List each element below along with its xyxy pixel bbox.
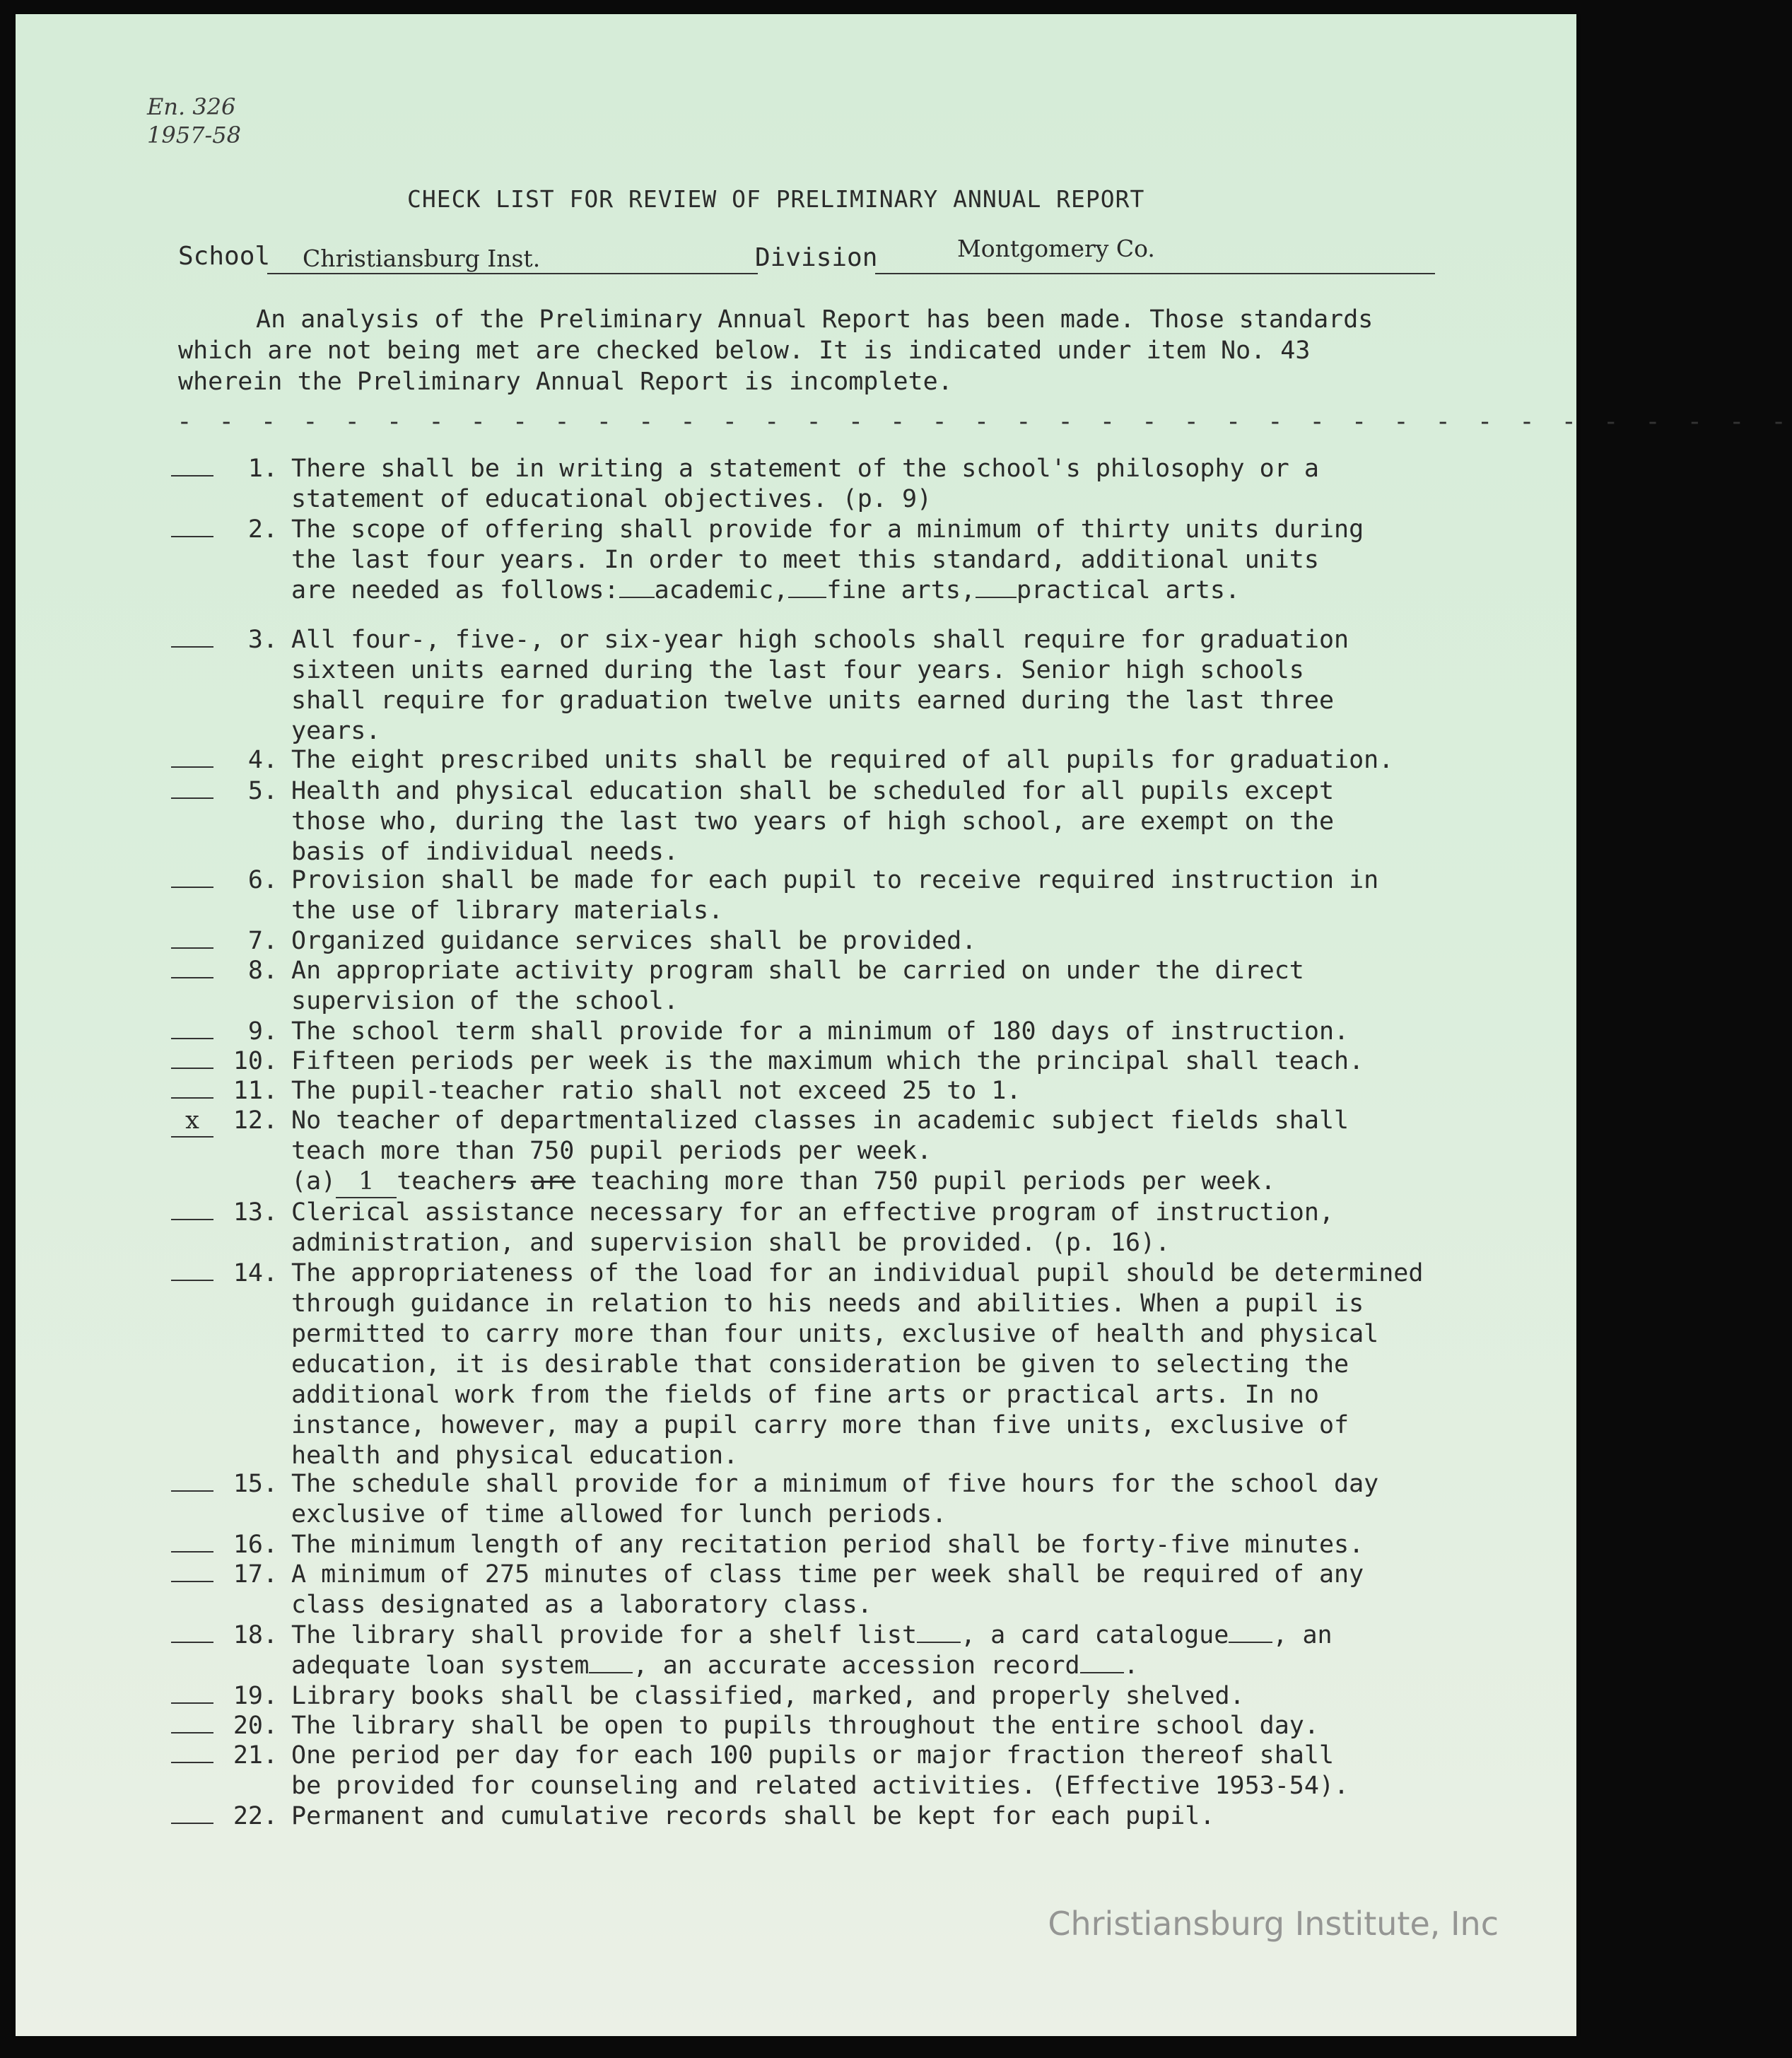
- item-number: 9.: [247, 1017, 279, 1046]
- checklist-item: [171, 1017, 1349, 1047]
- units-needed-line: [291, 575, 1364, 606]
- item-text: Health and physical education shall be scheduled for all pupils except: [291, 777, 1335, 805]
- checklist-item: [171, 1198, 1335, 1257]
- academic-blank[interactable]: [619, 597, 655, 598]
- item-text: adequate loan system: [291, 1651, 590, 1680]
- intro-line: which are not being met are checked below. It is indicated under item No. 43: [178, 337, 1311, 365]
- item-text: the use of library materials.: [291, 896, 724, 925]
- item-text: The library shall provide for a shelf list: [291, 1621, 918, 1649]
- practical-arts-blank[interactable]: [976, 597, 1017, 598]
- item-number: 22.: [233, 1802, 279, 1830]
- item-number: 1.: [247, 455, 279, 483]
- item-text: The eight prescribed units shall be required of all pupils for graduation.: [291, 746, 1394, 774]
- check-blank[interactable]: [171, 977, 213, 978]
- checklist-item: [171, 1258, 1424, 1470]
- checklist-item: [171, 1106, 1349, 1195]
- item-text: Organized guidance services shall be provided.: [291, 927, 977, 955]
- library-provisions-line1: [291, 1620, 1333, 1651]
- item-text: Fifteen periods per week is the maximum which the principal shall teach.: [291, 1047, 1364, 1075]
- checklist-item: [171, 1741, 1349, 1800]
- item-text: Clerical assistance necessary for an effective program of instruction,: [291, 1198, 1335, 1227]
- item-text: exclusive of time allowed for lunch periods.: [291, 1500, 947, 1528]
- checklist-item: [171, 1681, 1245, 1712]
- accession-record-blank[interactable]: [1080, 1672, 1124, 1673]
- check-blank[interactable]: x: [171, 1106, 213, 1138]
- item-text: A minimum of 275 minutes of class time per week shall be required of any: [291, 1560, 1364, 1589]
- item-text: There shall be in writing a statement of the school's philosophy or a: [291, 455, 1319, 483]
- fine-arts-blank[interactable]: [788, 597, 826, 598]
- check-blank[interactable]: [171, 1642, 213, 1643]
- item-text: Provision shall be made for each pupil to receive required instruction in: [291, 866, 1379, 894]
- item-text: class designated as a laboratory class.: [291, 1591, 872, 1619]
- item-number: 11.: [233, 1077, 279, 1105]
- intro-line: An analysis of the Preliminary Annual Report has been made. Those standards: [256, 305, 1374, 334]
- checklist-item: [171, 515, 1364, 604]
- item-number: 15.: [233, 1470, 279, 1498]
- item-text: additional work from the fields of fine arts or practical arts. In no: [291, 1381, 1319, 1409]
- item-number: 10.: [233, 1047, 279, 1075]
- item-text: education, it is desirable that consideration be given to selecting the: [291, 1350, 1349, 1379]
- item-text: through guidance in relation to his needs and abilities. When a pupil is: [291, 1290, 1364, 1318]
- check-blank[interactable]: [171, 1490, 213, 1492]
- division-label: Division: [755, 243, 878, 272]
- teacher-word: teacher: [397, 1167, 501, 1195]
- item-subline: [291, 1167, 1349, 1198]
- item-text: Library books shall be classified, marked, and properly shelved.: [291, 1682, 1245, 1710]
- archive-note-line2: 1957-58: [147, 122, 241, 148]
- item-text: statement of educational objectives. (p. 9): [291, 485, 932, 513]
- item-text: Permanent and cumulative records shall be kept for each pupil.: [291, 1802, 1215, 1830]
- academic-label: academic,: [654, 576, 789, 604]
- checklist-item: [171, 1046, 1364, 1077]
- checklist-item: [171, 625, 1349, 745]
- intro-paragraph: [178, 304, 1373, 397]
- item-text: permitted to carry more than four units, exclusive of health and physical: [291, 1320, 1379, 1348]
- teacher-count-blank[interactable]: 1: [336, 1167, 397, 1198]
- checklist-item: [171, 1711, 1319, 1741]
- item-number: 12.: [233, 1106, 279, 1135]
- item-text: , an: [1272, 1621, 1333, 1649]
- item-text: basis of individual needs.: [291, 838, 679, 866]
- item-text: No teacher of departmentalized classes in academic subject fields shall: [291, 1106, 1349, 1135]
- struck-plural: s: [500, 1167, 516, 1195]
- fine-arts-label: fine arts,: [826, 576, 976, 604]
- item-number: 2.: [247, 515, 279, 544]
- division-value: Montgomery Co.: [957, 235, 1155, 262]
- item-text: the last four years. In order to meet this standard, additional units: [291, 546, 1319, 574]
- checklist-item: [171, 926, 977, 957]
- checklist-item: [171, 745, 1394, 776]
- item-text: One period per day for each 100 pupils or major fraction thereof shall: [291, 1741, 1335, 1770]
- check-blank[interactable]: [171, 646, 213, 648]
- checklist-item: [171, 1530, 1364, 1560]
- item-text: The pupil-teacher ratio shall not exceed 25 to 1.: [291, 1077, 1021, 1105]
- checklist-item: [171, 1469, 1379, 1528]
- item-number: 18.: [233, 1621, 279, 1649]
- item-text: instance, however, may a pupil carry more than five units, exclusive of: [291, 1411, 1349, 1439]
- check-blank[interactable]: [171, 1038, 213, 1039]
- item-text: be provided for counseling and related activities. (Effective 1953-54).: [291, 1772, 1349, 1800]
- item-text: teach more than 750 pupil periods per week.: [291, 1137, 932, 1165]
- item-number: 7.: [247, 927, 279, 955]
- checklist-item: [171, 1801, 1215, 1832]
- intro-line: wherein the Preliminary Annual Report is incomplete.: [178, 368, 953, 396]
- item-text: The school term shall provide for a minimum of 180 days of instruction.: [291, 1017, 1349, 1046]
- shelf-list-blank[interactable]: [917, 1642, 961, 1643]
- item-number: 20.: [233, 1712, 279, 1740]
- checklist-item: [171, 776, 1335, 866]
- item-text: The appropriateness of the load for an individual pupil should be determined: [291, 1259, 1424, 1287]
- checklist-item: [171, 956, 1304, 1015]
- item-number: 17.: [233, 1560, 279, 1589]
- check-blank[interactable]: [171, 1219, 213, 1220]
- check-blank[interactable]: [171, 1581, 213, 1582]
- library-provisions-line2: [291, 1651, 1333, 1681]
- loan-system-blank[interactable]: [589, 1672, 633, 1673]
- item-number: 13.: [233, 1198, 279, 1227]
- checklist-item: [171, 1620, 1333, 1680]
- item-text: health and physical education.: [291, 1442, 739, 1470]
- item-number: 21.: [233, 1741, 279, 1770]
- card-catalogue-blank[interactable]: [1229, 1642, 1272, 1643]
- watermark: Christiansburg Institute, Inc: [1048, 1905, 1499, 1943]
- check-blank[interactable]: [171, 1762, 213, 1763]
- checklist-item: [171, 1076, 1021, 1106]
- check-blank[interactable]: [171, 887, 213, 888]
- division-field: [875, 235, 1435, 274]
- item-number: 3.: [247, 626, 279, 654]
- practical-arts-label: practical arts.: [1016, 576, 1241, 604]
- item-text: , an accurate accession record: [633, 1651, 1080, 1680]
- item-text: sixteen units earned during the last four years. Senior high schools: [291, 656, 1304, 684]
- check-blank[interactable]: [171, 1551, 213, 1553]
- check-blank[interactable]: [171, 475, 213, 477]
- item-number: 4.: [247, 746, 279, 774]
- item-number: 16.: [233, 1531, 279, 1559]
- item-number: 5.: [247, 777, 279, 805]
- archive-note-line1: En. 326: [147, 93, 236, 120]
- item-text: An appropriate activity program shall be carried on under the direct: [291, 957, 1304, 985]
- check-blank[interactable]: [171, 1097, 213, 1099]
- check-blank[interactable]: [171, 536, 213, 537]
- item-number: 14.: [233, 1259, 279, 1287]
- item-text: those who, during the last two years of high school, are exempt on the: [291, 807, 1335, 836]
- checklist-item: [171, 454, 1319, 513]
- check-blank[interactable]: [171, 1702, 213, 1704]
- check-blank[interactable]: [171, 766, 213, 768]
- separator-line: - - - - - - - - - - - - - - - - - - - - - - - - - - - - - - - - - - - - - - -: [177, 407, 1792, 436]
- item-number: 8.: [247, 957, 279, 985]
- item-number: 19.: [233, 1682, 279, 1710]
- sub-text: teaching more than 750 pupil periods per week.: [590, 1167, 1276, 1195]
- item-text: .: [1123, 1651, 1139, 1680]
- school-value: Christiansburg Inst.: [303, 245, 541, 272]
- item-text: years.: [291, 717, 381, 745]
- units-needed-lead: are needed as follows:: [291, 576, 619, 604]
- item-text: All four-, five-, or six-year high schools shall require for graduation: [291, 626, 1349, 654]
- document-page: [16, 14, 1792, 2036]
- item-text: The library shall be open to pupils throughout the entire school day.: [291, 1712, 1319, 1740]
- item-text: supervision of the school.: [291, 987, 679, 1015]
- school-field: [267, 247, 758, 274]
- check-blank[interactable]: [171, 1068, 213, 1069]
- item-text: administration, and supervision shall be provided. (p. 16).: [291, 1229, 1171, 1257]
- check-blank[interactable]: [171, 947, 213, 949]
- checklist-item: [171, 1560, 1364, 1619]
- item-text: , a card catalogue: [961, 1621, 1229, 1649]
- item-text: shall require for graduation twelve units earned during the last three: [291, 686, 1335, 715]
- check-blank[interactable]: [171, 1280, 213, 1281]
- item-text: The scope of offering shall provide for a minimum of thirty units during: [291, 515, 1364, 544]
- check-blank[interactable]: [171, 1732, 213, 1733]
- checklist-item: [171, 865, 1379, 925]
- check-blank[interactable]: [171, 797, 213, 799]
- sub-lead: (a): [291, 1167, 336, 1195]
- item-text: The schedule shall provide for a minimum of five hours for the school day: [291, 1470, 1379, 1498]
- item-text: The minimum length of any recitation period shall be forty-five minutes.: [291, 1531, 1364, 1559]
- check-blank[interactable]: [171, 1823, 213, 1824]
- item-number: 6.: [247, 866, 279, 894]
- struck-are: are: [530, 1167, 576, 1195]
- page-title: CHECK LIST FOR REVIEW OF PRELIMINARY ANNUAL REPORT: [407, 185, 1145, 213]
- school-label: School: [178, 242, 271, 271]
